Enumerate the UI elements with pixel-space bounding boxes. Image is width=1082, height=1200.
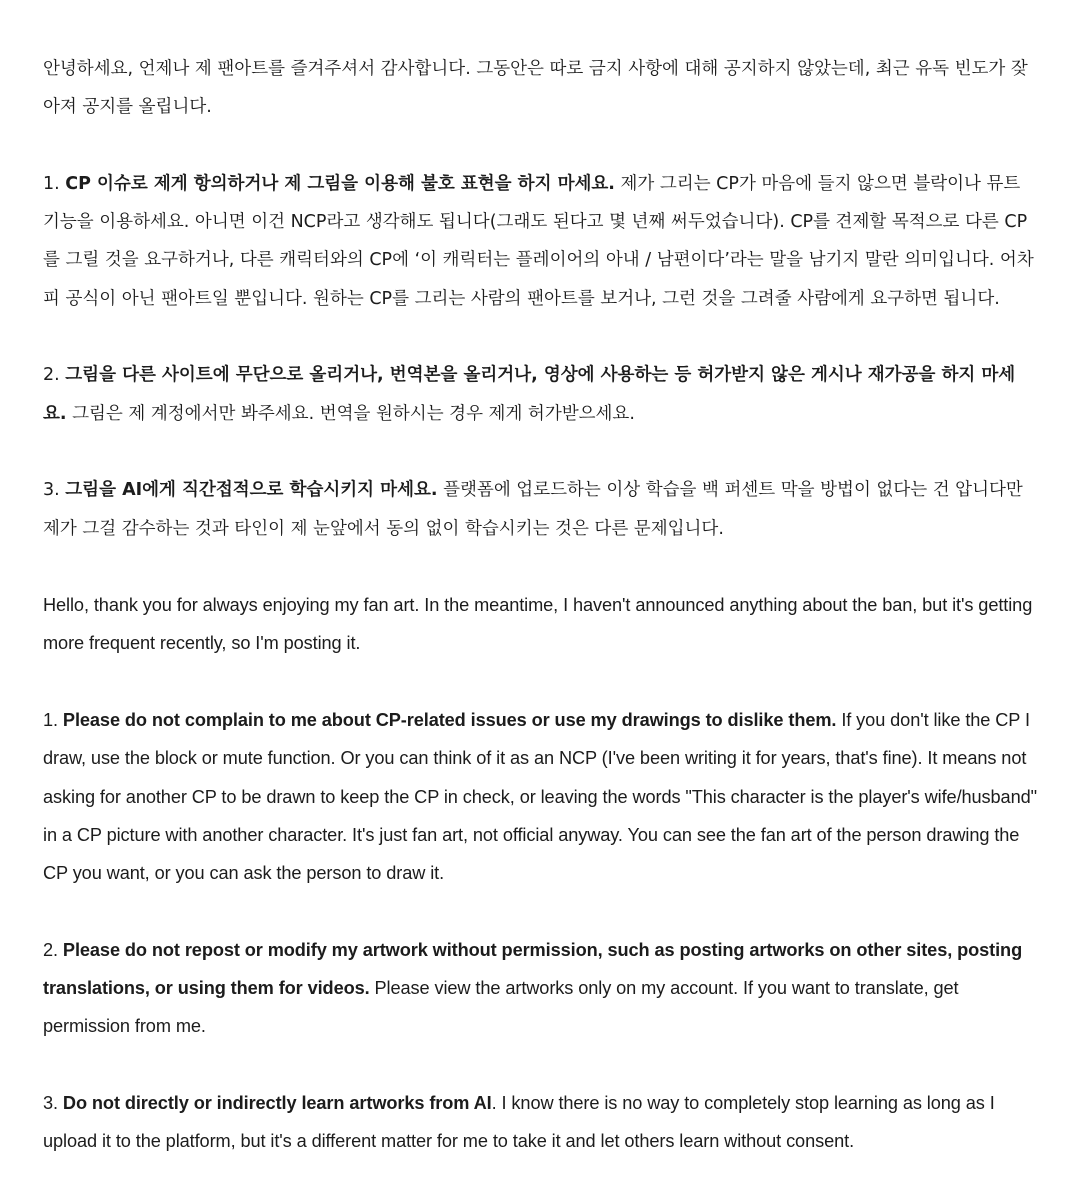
rule-number: 1. bbox=[43, 710, 63, 731]
korean-rule-2 bbox=[43, 356, 1038, 433]
korean-rule-1 bbox=[43, 165, 1038, 318]
rule-number: 1. bbox=[43, 173, 66, 194]
rule-title: Please do not repost or modify my artwork without permission, such as posting artworks on other sites, posting translations, or using them for videos. bbox=[43, 939, 1023, 999]
rule-number: 2. bbox=[43, 365, 66, 386]
notice-document bbox=[43, 50, 1038, 1199]
rule-number: 2. bbox=[43, 939, 63, 960]
rule-title: 그림을 다른 사이트에 무단으로 올리거나, 번역본을 올리거나, 영상에 사용하는 등 허가받지 않은 게시나 재가공을 하지 마세요. bbox=[43, 365, 1016, 424]
rule-title: Please do not complain to me about CP-related issues or use my drawings to dislike them. bbox=[62, 710, 837, 731]
rule-number: 3. bbox=[43, 1093, 63, 1114]
rule-body: 제가 그리는 CP가 마음에 들지 않으면 블락이나 뮤트 기능을 이용하세요. 아니면 이건 NCP라고 생각해도 됩니다(그래도 된다고 몇 년째 써두었습니다). CP를 견제할 목적으로 다른 CP를 그릴 것을 요구하거나, 다른 캐릭터와의 CP에 ‘이 캐릭터는 플레이어의 아내 / 남편이다’라는 말을 남기지 말란 의미입니다. 어차피 공식이 아닌 팬아트일 뿐입니다. 원하는 CP를 그리는 사람의 팬아트를 보거나, 그런 것을 그려줄 사람에게 요구하면 됩니다. bbox=[43, 173, 1034, 309]
korean-intro-paragraph: 안녕하세요, 언제나 제 팬아트를 즐겨주셔서 감사합니다. 그동안은 따로 금지 사항에 대해 공지하지 않았는데, 최근 유독 빈도가 잦아져 공지를 올립니다. bbox=[43, 59, 1028, 118]
rule-title: 그림을 AI에게 직간접적으로 학습시키지 마세요. bbox=[65, 480, 438, 501]
rule-number: 3. bbox=[43, 480, 66, 501]
rule-title: CP 이슈로 제게 항의하거나 제 그림을 이용해 불호 표현을 하지 마세요. bbox=[65, 173, 615, 194]
rule-body: 플랫폼에 업로드하는 이상 학습을 백 퍼센트 막을 방법이 없다는 건 압니다만 제가 그걸 감수하는 것과 타인이 제 눈앞에서 동의 없이 학습시키는 것은 다른 문제입니다. bbox=[43, 480, 1023, 539]
english-rule-3 bbox=[43, 1084, 1038, 1161]
rule-body: If you don't like the CP I draw, use the block or mute function. Or you can think of it as an NCP (I've been writing it for years, that's fine). It means not asking for another CP to be drawn to keep the CP in check, or leaving the words "This character is the player's wife/husband" in a CP picture with another character. It's just fan art, not official anyway. You can see the fan art of the person drawing the CP you want, or you can ask the person to draw it. bbox=[43, 710, 1037, 884]
rule-body: Please view the artworks only on my account. If you want to translate, get permission from me. bbox=[43, 978, 959, 1037]
english-rule-2 bbox=[43, 931, 1038, 1046]
rule-body: 그림은 제 계정에서만 봐주세요. 번역을 원하시는 경우 제게 허가받으세요. bbox=[66, 403, 635, 424]
rule-title: Do not directly or indirectly learn artworks from AI bbox=[62, 1093, 492, 1114]
english-intro-paragraph: Hello, thank you for always enjoying my fan art. In the meantime, I haven't announced anything about the ban, but it's getting more frequent recently, so I'm posting it. bbox=[43, 595, 1033, 654]
rule-body: . I know there is no way to completely stop learning as long as I upload it to the platform, but it's a different matter for me to take it and let others learn without consent. bbox=[43, 1093, 995, 1152]
korean-rule-3 bbox=[43, 471, 1038, 548]
english-rule-1 bbox=[43, 701, 1038, 892]
